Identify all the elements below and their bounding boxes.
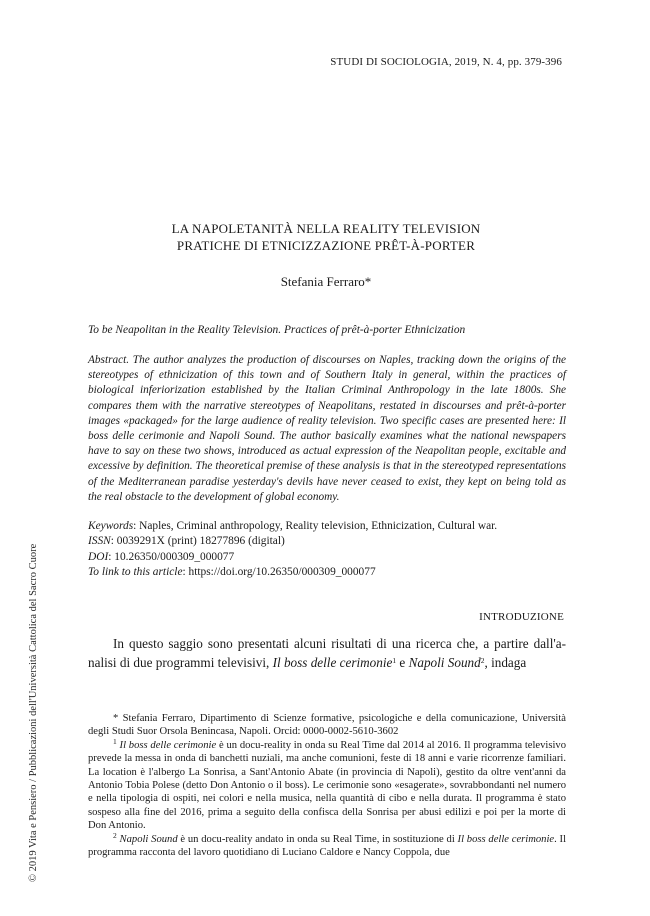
author-name: Stefania Ferraro* — [280, 274, 372, 289]
footnote-author: * Stefania Ferraro, Dipartimento di Scienze formative, psicologiche e della comunicazione, Università degli Studi Suor Orsola Benincasa, Napoli. Orcid: 0000-0002-5610-3602 — [88, 713, 566, 738]
footnote-2-text-a: è un docu-reality andato in onda su Real Time, in sostituzione di — [177, 833, 458, 845]
doi-value: : 10.26350/000309_000077 — [108, 550, 235, 563]
footnote-1 — [88, 736, 567, 833]
show-title-1: Il boss delle cerimonie — [272, 655, 393, 670]
article-link-label: To link to this article — [88, 565, 183, 578]
footnote-1-title: Il boss delle cerimonie — [119, 739, 217, 751]
issn-line — [88, 534, 566, 549]
footnotes — [88, 712, 566, 859]
footnote-2-title-2: Il boss delle cerimonie — [457, 833, 555, 845]
intro-text-3: , indaga — [484, 655, 527, 670]
running-head: STUDI DI SOCIOLOGIA, 2019, N. 4, pp. 379-396 — [330, 56, 562, 68]
keywords-label: Keywords — [88, 520, 134, 532]
abstract: Abstract. The author analyzes the production of discourses on Naples, tracking down the origins of the stereotypes of ethnicization of this town and of Southern Italy in general, within the practices of biological inferiorization established by the Italian Criminal Anthropology in the late 1800s. She compares them with the narrative stereotypes of Neapolitans, restated in discourses and prêt-à-porter images «packaged» for the large audience of reality television. Two specific cases are presented here: Il boss delle cerimonie and Napoli Sound. The author basically examines what the national newspapers have to say on these two shows, introduced as actual expression of the Neapolitan people, excitable and excessive by definition. The theoretical premise of these analysis is that in the stereotyped representations of the Mediterranean paradise yesterday's devils have never ceased to exist, they kept on being told as the real obstacle to the development of global economy. — [88, 354, 566, 503]
footnote-1-text: è un docu-reality in onda su Real Time dal 2014 al 2016. Il programma televisivo prevede la messa in onda di banchetti nuziali, ma anche comunioni, feste di 18 anni e varie ricorrenze familiari. La location è l'albergo La Sonrisa, a Sant'Antonio Abate (in provincia di Napoli), gestito da oltre vent'anni da Antonio Tobia Polese (detto Don Antonio o il boss). Le cerimonie sono «esagerate», sovrabbondanti nel numero e nella tipologia di ospiti, nei colori e nella musica, nella quantità di cibo e nella durata. Il programma è stato sospeso alla fine del 2016, prima a seguito della confisca della Sonrisa per abusi edilizi e poi per la morte di Don Antonio. — [88, 739, 567, 832]
intro-text-1: In questo saggio sono presentati alcuni risultati di una ricerca che, a partire dall'a-nalisi di due programmi televisivi, — [88, 636, 566, 670]
section-heading: INTRODUZIONE — [479, 611, 564, 623]
footnote-2-title: Napoli Sound — [119, 833, 178, 845]
doi-label: DOI — [88, 550, 109, 563]
footnote-2 — [88, 830, 567, 860]
footnote-2-number: 2 — [113, 830, 117, 840]
intro-paragraph — [88, 634, 566, 672]
keywords-value: : Naples, Criminal anthropology, Reality television, Ethnicization, Cultural war. — [133, 520, 498, 532]
title-line-1: LA NAPOLETANITÀ NELLA REALITY TELEVISION — [171, 221, 481, 236]
keywords-line — [88, 519, 566, 534]
issn-label: ISSN — [88, 535, 111, 548]
article-metadata — [88, 519, 566, 580]
english-title: To be Neapolitan in the Reality Television. Practices of prêt-à-porter Ethnicization — [88, 324, 466, 336]
footnote-2-text-b: . Il programma racconta del lavoro quotidiano di Luciano Caldore e Nancy Coppola, due — [88, 833, 567, 859]
title-line-2: PRATICHE DI ETNICIZZAZIONE PRÊT-À-PORTER — [176, 238, 476, 253]
article-link-line — [88, 565, 566, 580]
copyright-notice: © 2019 Vita e Pensiero / Pubblicazioni dell'Università Cattolica del Sacro Cuore — [28, 543, 39, 882]
footnote-ref-2[interactable]: 2 — [480, 656, 485, 665]
footnote-1-number: 1 — [113, 736, 117, 746]
show-title-2: Napoli Sound — [408, 655, 481, 670]
article-title — [88, 220, 564, 254]
footnote-ref-1[interactable]: 1 — [392, 656, 397, 665]
intro-text-2: e — [396, 655, 409, 670]
issn-value: : 0039291X (print) 18277896 (digital) — [110, 535, 285, 548]
article-link[interactable]: : https://doi.org/10.26350/000309_000077 — [182, 565, 376, 578]
doi-line — [88, 550, 566, 565]
